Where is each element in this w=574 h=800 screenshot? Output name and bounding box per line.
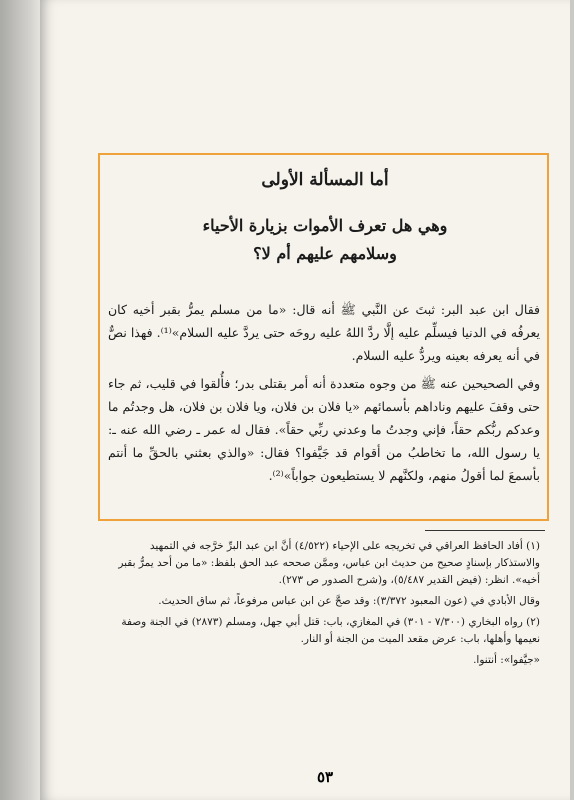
- paragraph-1: فقال ابن عبد البر: ثبتَ عن النَّبي ﷺ أنه قال: «ما من مسلم يمرُّ بقبر أخيه كان يعرفُه في الدنيا فيسلِّم عليه إلَّا ردَّ اللهُ عليه روحَه حتى يردَّ عليه السلام»⁽¹⁾. فهذا نصٌّ في أنه يعرفه بعينه ويردُّ عليه السلام.: [108, 302, 541, 363]
- page-number: ٥٣: [316, 768, 334, 786]
- footnote-divider: [425, 530, 545, 531]
- subtitle-line-1: وهي هل تعرف الأموات بزيارة الأحياء: [202, 216, 448, 235]
- footnote-1-continued: وقال الأبادي في (عون المعبود ٣/٣٧٢): وقد صحَّ عن ابن عباس مرفوعاً، ثم ساق الحديث.: [158, 595, 540, 607]
- footnotes: [108, 538, 540, 673]
- section-title: أما المسألة الأولى: [261, 170, 389, 190]
- footnote-1: (١) أفاد الحافظ العراقي في تخريجه على الإحياء (٤/٥٢٢) أنَّ ابن عبد البرِّ خرَّجه في التمهيد والاستذكار بإسنادٍ صحيح من حديث ابن عباس، وممَّن صححه عبد الحق بلفظ: «ما من أحد يمرُّ بقبر أخيه». انظر: (فيض القدير ٥/٤٨٧)، و(شرح الصدور ص ٢٧٣).: [118, 540, 540, 586]
- footnote-2: (٢) رواه البخاري (٧/٣٠٠ - ٣٠١) في المغازي، باب: قتل أبي جهل، ومسلم (٢٨٧٣) في الجنة وصفة نعيمها وأهلها، باب: عرض مقعد الميت من الجنة أو النار.: [121, 616, 540, 645]
- section-subtitle: [110, 212, 540, 268]
- paragraph-2: وفي الصحيحين عنه ﷺ من وجوه متعددة أنه أمر بقتلى بدر؛ فأُلقوا في قليب، ثم جاء حتى وقفَ عليهم وناداهم بأسمائهم «يا فلان بن فلان، ويا فلان بن فلان، هل وجدتُم ما وعدكم ربُّكم حقاً، فإني وجدتُ ما وعدني ربِّي حقاً». فقال له عمر ـ رضي الله عنه ـ: يا رسول الله، ما تخاطبُ من أقوام قد جَيَّفوا؟ فقال: «والذي بعثني بالحقِّ ما أنتم بأسمعَ لما أقولُ منهم، ولكنَّهم لا يستطيعون جواباً»⁽²⁾.: [108, 376, 540, 483]
- footnote-3: «جيَّفوا»: أنتنوا.: [473, 654, 540, 666]
- subtitle-line-2: وسلامهم عليهم أم لا؟: [253, 244, 397, 263]
- book-page-edge: [0, 0, 44, 800]
